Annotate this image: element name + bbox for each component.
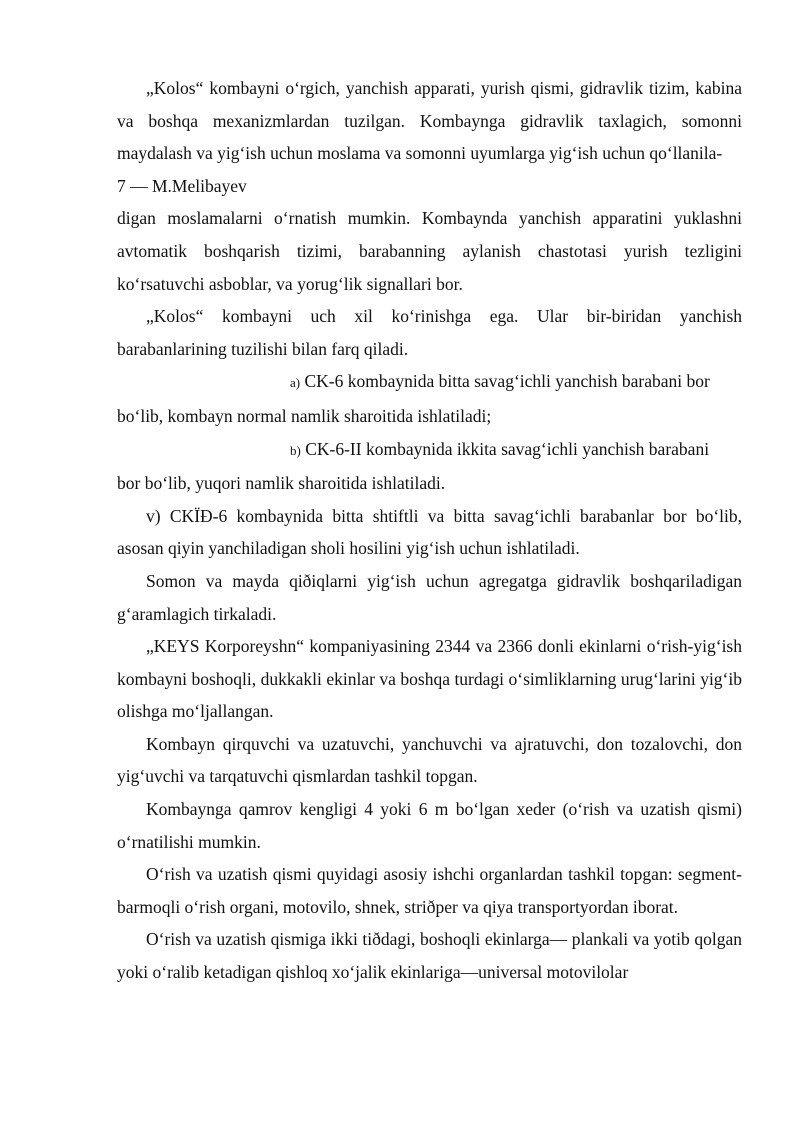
list-marker-a: a) [290,375,301,391]
page-footer-line: 7 — M.Melibayev [117,175,247,196]
paragraph-reaping-organs: O‘rish va uzatish qismi quyidagi asosiy ishchi organlardan tashkil topgan: segment-barmoqli o‘rish organi, motovilo, shnek, striðper va qiya transportyordan iborat. [117,864,742,917]
paragraph-keys-corporation: „KEYS Korporeyshn“ kompaniyasining 2344 va 2366 donli ekinlarni o‘rish-yig‘ish kombayni boshoqli, dukkakli ekinlar va boshqa turdagi o‘simliklarning urug‘larini yig‘ib olishga mo‘ljallangan. [117,636,742,722]
list-item-a-first: CK-6 kombaynida bitta savag‘ichli yanchish barabani bor [304,371,710,392]
paragraph-combine-parts: Kombayn qirquvchi va uzatuvchi, yanchuvchi va ajratuvchi, don tozalovchi, don yig‘uvchi va tarqatuvchi qismlardan tashkil topgan. [117,733,742,787]
paragraph-straw-collector: Somon va mayda qiðiqlarni yig‘ish uchun agregatga gidravlik boshqariladigan g‘aramlagich tirkaladi. [117,570,742,624]
paragraph-kolos-variants: „Kolos“ kombayni uch xil ko‘rinishga ega. Ular bir-biridan yanchish barabanlarining tuzilishi bilan farq qiladi. [117,306,742,359]
list-item-a [117,365,742,400]
paragraph-kolos-intro: „Kolos“ kombayni o‘rgich, yanchish apparati, yurish qismi, gidravlik tizim, kabina va boshqa mexanizmlardan tuzilgan. Kombaynga gidravlik taxlagich, somonni maydalash va yig‘ish uchun moslama va somonni uyumlarga yig‘ish uchun qo‘llanila- [117,78,742,164]
list-item-b-rest: bor bo‘lib, yuqori namlik sharoitida ishlatiladi. [117,473,446,494]
paragraph-continuation: digan moslamalarni o‘rnatish mumkin. Kombaynda yanchish apparatini yuklashni avtomatik boshqarish tizimi, barabanning aylanish chastotasi yurish tezligini ko‘rsatuvchi asboblar, va yorug‘lik signallari bor. [117,208,742,294]
paragraph-header-width: Kombaynga qamrov kengligi 4 yoki 6 m bo‘lgan xeder (o‘rish va uzatish qismi) o‘rnatilishi mumkin. [117,799,742,852]
list-item-b [117,433,742,468]
list-item-a-rest: bo‘lib, kombayn normal namlik sharoitida ishlatiladi; [117,405,492,426]
list-item-b-first: CK-6-II kombaynida ikkita savag‘ichli yanchish barabani [305,438,710,459]
list-marker-b: b) [290,442,301,458]
paragraph-reel-types: O‘rish va uzatish qismiga ikki tiðdagi, boshoqli ekinlarga— plankali va yotib qolgan yoki o‘ralib ketadigan qishloq xo‘jalik ekinlariga—universal motovilolar [117,929,742,983]
list-item-v: v) CKÏÐ-6 kombaynida bitta shtiftli va bitta savag‘ichli barabanlar bor bo‘lib, asosan qiyin yanchiladigan sholi hosilini yig‘ish uchun ishlatiladi. [117,505,742,559]
